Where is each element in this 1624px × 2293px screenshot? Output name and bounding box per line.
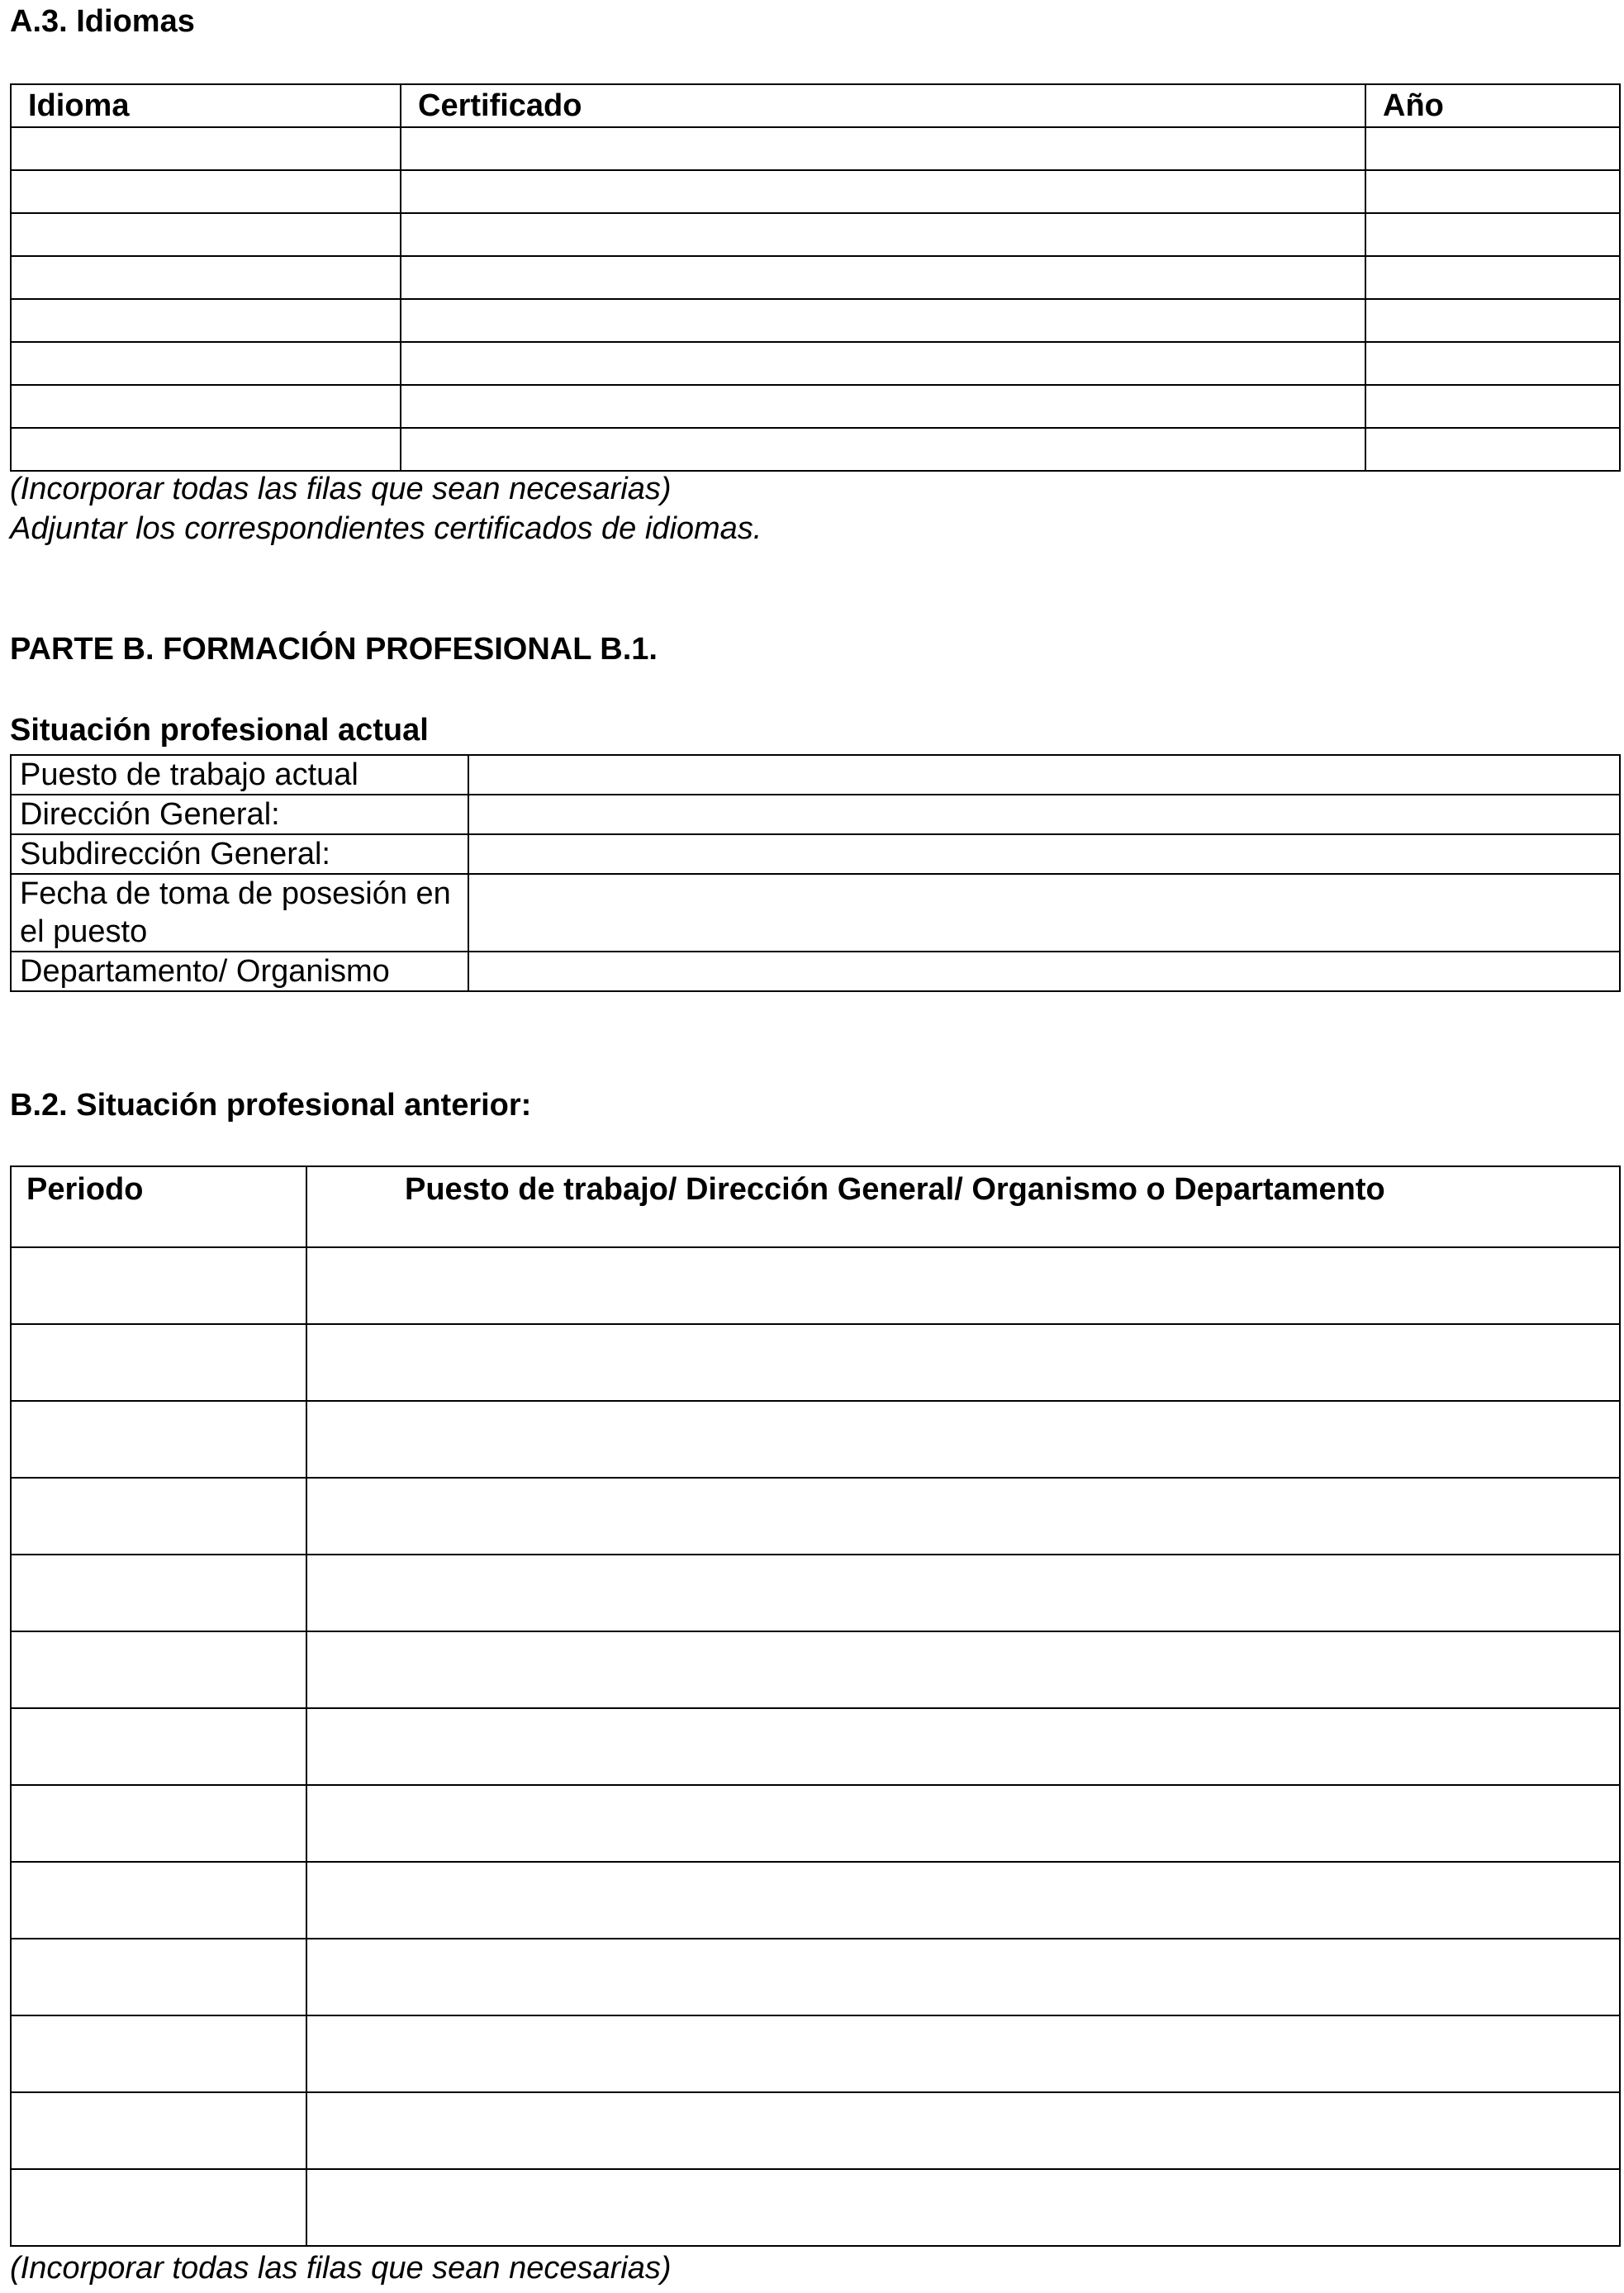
table-row	[11, 1555, 1620, 1631]
table-cell-periodo[interactable]	[11, 1555, 306, 1631]
previous-positions-table	[10, 1165, 1621, 2247]
table-cell-ano[interactable]	[1365, 170, 1620, 213]
table-row	[11, 755, 1620, 795]
table-row	[11, 1401, 1620, 1478]
table-row	[11, 2015, 1620, 2092]
table-row	[11, 834, 1620, 874]
previous-positions-note-add-rows: (Incorporar todas las filas que sean necesarias)	[10, 2251, 672, 2286]
table-cell-periodo[interactable]	[11, 1862, 306, 1939]
table-cell-puesto[interactable]	[306, 1555, 1620, 1631]
table-row	[11, 795, 1620, 834]
current-position-table	[10, 754, 1621, 992]
table-cell-puesto[interactable]	[306, 1247, 1620, 1324]
table-cell-certificado[interactable]	[401, 342, 1365, 385]
table-cell-puesto[interactable]	[306, 1324, 1620, 1401]
table-row	[11, 127, 1620, 170]
table-row	[11, 2169, 1620, 2246]
table-cell-ano[interactable]	[1365, 428, 1620, 471]
table-cell-idioma[interactable]	[11, 385, 401, 428]
table-cell-certificado[interactable]	[401, 170, 1365, 213]
table-cell-certificado[interactable]	[401, 385, 1365, 428]
table-row	[11, 1247, 1620, 1324]
table-cell-periodo[interactable]	[11, 1401, 306, 1478]
table-row	[11, 385, 1620, 428]
table-cell-ano[interactable]	[1365, 127, 1620, 170]
field-label-subdireccion-general: Subdirección General:	[11, 834, 468, 874]
table-cell-ano[interactable]	[1365, 385, 1620, 428]
table-row	[11, 952, 1620, 991]
table-cell-idioma[interactable]	[11, 428, 401, 471]
table-cell-idioma[interactable]	[11, 170, 401, 213]
column-header-certificado: Certificado	[401, 84, 1365, 127]
field-label-direccion-general: Dirección General:	[11, 795, 468, 834]
table-row	[11, 1862, 1620, 1939]
table-row	[11, 1939, 1620, 2015]
table-row	[11, 1478, 1620, 1555]
previous-positions-header-row	[11, 1166, 1620, 1247]
table-cell-puesto[interactable]	[306, 2015, 1620, 2092]
table-row	[11, 1708, 1620, 1785]
field-label-fecha-toma-posesion: Fecha de toma de posesión en el puesto	[11, 874, 468, 952]
table-cell-ano[interactable]	[1365, 213, 1620, 256]
b2-title: B.2. Situación profesional anterior:	[10, 1088, 532, 1123]
table-cell-ano[interactable]	[1365, 299, 1620, 342]
table-cell-puesto[interactable]	[306, 1785, 1620, 1862]
table-cell-certificado[interactable]	[401, 299, 1365, 342]
languages-table	[10, 83, 1621, 472]
table-cell-periodo[interactable]	[11, 1631, 306, 1708]
table-cell-certificado[interactable]	[401, 127, 1365, 170]
table-cell-ano[interactable]	[1365, 256, 1620, 299]
languages-note-attach-certificates: Adjuntar los correspondientes certificados de idiomas.	[10, 511, 762, 546]
table-cell-puesto[interactable]	[306, 1708, 1620, 1785]
table-cell-puesto[interactable]	[306, 1401, 1620, 1478]
table-row	[11, 342, 1620, 385]
table-cell-periodo[interactable]	[11, 1324, 306, 1401]
table-row	[11, 256, 1620, 299]
table-cell-periodo[interactable]	[11, 2092, 306, 2169]
table-cell-idioma[interactable]	[11, 342, 401, 385]
table-cell-periodo[interactable]	[11, 1785, 306, 1862]
table-row	[11, 428, 1620, 471]
table-row	[11, 874, 1620, 952]
table-cell-periodo[interactable]	[11, 1708, 306, 1785]
languages-table-header-row	[11, 84, 1620, 127]
table-row	[11, 1324, 1620, 1401]
table-cell-puesto[interactable]	[306, 1939, 1620, 2015]
table-cell-periodo[interactable]	[11, 2169, 306, 2246]
table-cell-idioma[interactable]	[11, 299, 401, 342]
table-cell-certificado[interactable]	[401, 213, 1365, 256]
table-cell-periodo[interactable]	[11, 1939, 306, 2015]
table-cell-periodo[interactable]	[11, 1478, 306, 1555]
table-cell-puesto[interactable]	[306, 1862, 1620, 1939]
column-header-ano: Año	[1365, 84, 1620, 127]
table-cell-periodo[interactable]	[11, 2015, 306, 2092]
table-cell-certificado[interactable]	[401, 256, 1365, 299]
field-value-departamento-organismo[interactable]	[468, 952, 1620, 991]
table-row	[11, 213, 1620, 256]
field-value-fecha-toma-posesion[interactable]	[468, 874, 1620, 952]
column-header-idioma: Idioma	[11, 84, 401, 127]
table-cell-certificado[interactable]	[401, 428, 1365, 471]
field-value-subdireccion-general[interactable]	[468, 834, 1620, 874]
languages-note-add-rows: (Incorporar todas las filas que sean necesarias)	[10, 472, 672, 506]
table-cell-puesto[interactable]	[306, 2169, 1620, 2246]
table-cell-idioma[interactable]	[11, 127, 401, 170]
table-cell-idioma[interactable]	[11, 213, 401, 256]
table-cell-ano[interactable]	[1365, 342, 1620, 385]
table-cell-periodo[interactable]	[11, 1247, 306, 1324]
table-row	[11, 1631, 1620, 1708]
table-row	[11, 299, 1620, 342]
table-cell-puesto[interactable]	[306, 1631, 1620, 1708]
table-cell-idioma[interactable]	[11, 256, 401, 299]
table-row	[11, 2092, 1620, 2169]
b1-title: Situación profesional actual	[10, 713, 429, 748]
section-a3-title: A.3. Idiomas	[10, 4, 195, 39]
table-row	[11, 170, 1620, 213]
table-cell-puesto[interactable]	[306, 1478, 1620, 1555]
table-cell-puesto[interactable]	[306, 2092, 1620, 2169]
column-header-puesto-trabajo: Puesto de trabajo/ Dirección General/ Organismo o Departamento	[306, 1166, 1620, 1247]
field-value-puesto-actual[interactable]	[468, 755, 1620, 795]
column-header-periodo: Periodo	[11, 1166, 306, 1247]
table-row	[11, 1785, 1620, 1862]
field-value-direccion-general[interactable]	[468, 795, 1620, 834]
field-label-puesto-actual: Puesto de trabajo actual	[11, 755, 468, 795]
field-label-departamento-organismo: Departamento/ Organismo	[11, 952, 468, 991]
part-b-title: PARTE B. FORMACIÓN PROFESIONAL B.1.	[10, 632, 658, 667]
